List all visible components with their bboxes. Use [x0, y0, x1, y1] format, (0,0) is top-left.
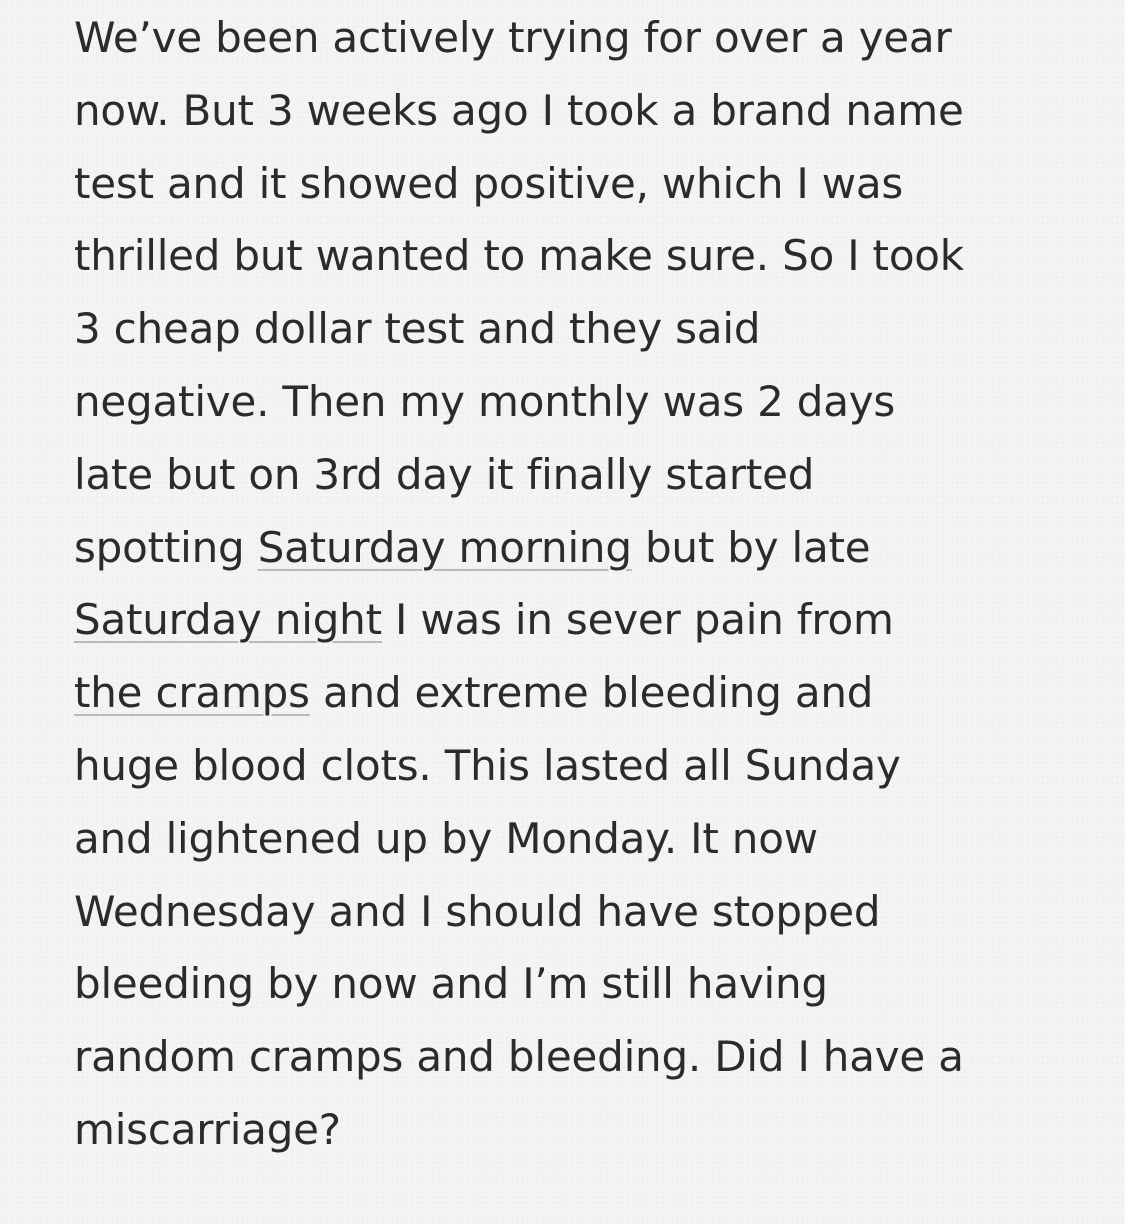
note-line: random cramps and bleeding. Did I have a [74, 1032, 964, 1082]
note-text: but by late [631, 522, 871, 572]
date-link-saturday-morning[interactable]: Saturday morning [257, 522, 632, 572]
note-line: negative. Then my monthly was 2 days [74, 376, 896, 426]
date-link-saturday-night[interactable]: Saturday night [74, 595, 382, 645]
note-line: 3 cheap dollar test and they said [74, 304, 761, 354]
note-line: late but on 3rd day it finally started [74, 449, 815, 499]
note-line: We’ve been actively trying for over a year [74, 13, 952, 62]
note-line: huge blood clots. This lasted all Sunday [74, 740, 901, 790]
note-line [74, 657, 1074, 730]
note-line [74, 584, 1074, 657]
note-line: now. But 3 weeks ago I took a brand name [74, 85, 964, 135]
note-line: miscarriage? [74, 1104, 341, 1154]
note-text: spotting [74, 522, 258, 572]
note-line [74, 512, 1074, 585]
note-line: thrilled but wanted to make sure. So I took [74, 231, 964, 281]
note-text: I was in sever pain from [381, 595, 894, 645]
note-line: Wednesday and I should have stopped [74, 886, 881, 936]
note-text: and extreme bleeding and [309, 668, 874, 718]
note-line: and lightened up by Monday. It now [74, 813, 818, 863]
data-detector-link-the-cramps[interactable]: the cramps [74, 668, 310, 718]
note-body-text[interactable] [74, 2, 1074, 1167]
note-line: bleeding by now and I’m still having [74, 959, 828, 1009]
note-line: test and it showed positive, which I was [74, 158, 904, 208]
